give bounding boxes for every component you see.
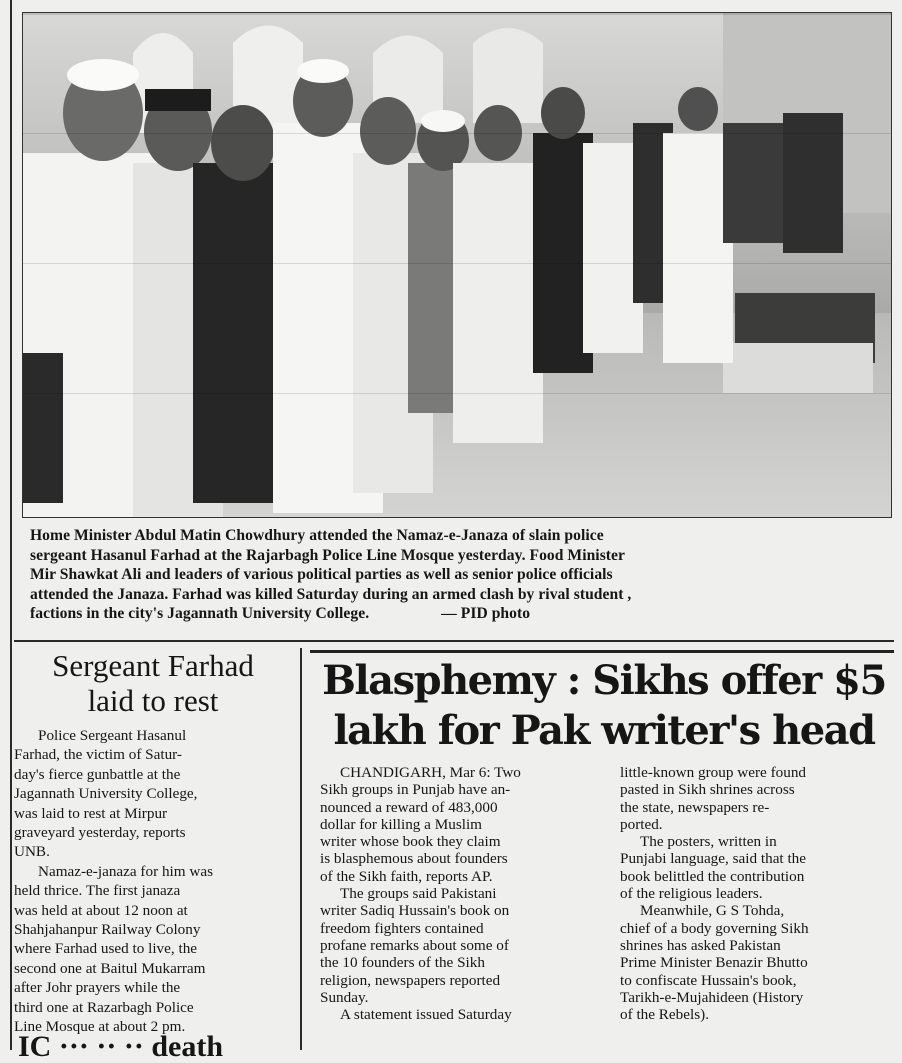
body-line: of the Rebels). [620, 1006, 709, 1024]
body-line: Namaz-e-janaza for him was [38, 862, 213, 880]
body-line: the state, newspapers re- [620, 798, 770, 816]
body-line: Tarikh-e-Mujahideen (History [620, 988, 804, 1006]
left-article [14, 646, 292, 1037]
caption-line-last [30, 604, 890, 624]
right-article-column-1 [320, 764, 610, 1023]
left-article-body [14, 726, 292, 1037]
funeral-prayer-photo [23, 13, 891, 517]
body-line: Police Sergeant Hasanul [38, 727, 187, 744]
body-line: profane remarks about some of [320, 936, 509, 954]
body-line: religion, newspapers reported [320, 971, 501, 989]
body-line: book belittled the contribution [620, 867, 805, 885]
body-line: of the Sikh faith, reports AP. [320, 867, 493, 885]
headline-line: laid to rest [87, 683, 219, 718]
headline-line: Sergeant Farhad [52, 648, 254, 683]
body-line: Sikh groups in Punjab have an- [320, 781, 511, 799]
body-line: CHANDIGARH, Mar 6: Two [340, 764, 521, 781]
body-line: after Johr prayers while the [14, 979, 181, 997]
body-line: Meanwhile, G S Tohda, [640, 902, 785, 920]
body-line: The groups said Pakistani [340, 885, 497, 903]
left-column-rule [10, 0, 12, 1050]
body-line: of the religious leaders. [620, 885, 763, 903]
body-line: chief of a body governing Sikh [620, 919, 809, 937]
caption-line: sergeant Hasanul Farhad at the Rajarbagh Police Line Mosque yesterday. Food Minister [30, 546, 625, 564]
body-line: held thrice. The first janaza [14, 882, 181, 900]
next-article-headline-fragment: IC ··· ·· ·· death [18, 1030, 224, 1063]
body-line: where Farhad used to live, the [14, 940, 198, 958]
body-line: little-known group were found [620, 764, 807, 781]
body-line: pasted in Sikh shrines across [620, 781, 795, 799]
body-line: was laid to rest at Mirpur [14, 804, 168, 822]
body-line: writer Sadiq Hussain's book on [320, 902, 510, 920]
body-line: day's fierce gunbattle at the [14, 765, 181, 783]
body-line: Shahjahanpur Railway Colony [14, 921, 201, 939]
body-line: is blasphemous about founders [320, 850, 508, 868]
body-line: the 10 founders of the Sikh [320, 954, 485, 972]
caption-line: attended the Janaza. Farhad was killed Saturday during an armed clash by rival student , [30, 585, 632, 603]
body-line: third one at Razarbagh Police [14, 998, 194, 1016]
body-line: to confiscate Hussain's book, [620, 971, 797, 989]
body-line: Punjabi language, said that the [620, 850, 807, 868]
section-divider [14, 640, 894, 642]
right-article [310, 646, 894, 1050]
news-photo [22, 12, 892, 518]
body-line: Sunday. [320, 988, 369, 1006]
body-line: Prime Minister Benazir Bhutto [620, 954, 808, 972]
body-line: graveyard yesterday, reports [14, 824, 186, 842]
caption-line: Home Minister Abdul Matin Chowdhury attended the Namaz-e-Janaza of slain police [30, 527, 604, 544]
body-line: freedom fighters contained [320, 919, 484, 937]
left-article-headline [14, 646, 292, 718]
headline-line: lakh for Pak writer's head [333, 707, 875, 754]
body-line: writer whose book they claim [320, 833, 501, 851]
photo-caption [30, 526, 890, 624]
right-article-column-2 [620, 764, 896, 1023]
body-line: second one at Baitul Mukarram [14, 959, 206, 977]
body-line: A statement issued Saturday [340, 1006, 512, 1024]
right-article-headline [314, 656, 894, 756]
body-line: The posters, written in [640, 833, 777, 851]
body-line: Jagannath University College, [14, 785, 198, 803]
caption-line: Mir Shawkat Ali and leaders of various political parties as well as senior police officials [30, 566, 613, 583]
headline-line: Blasphemy : Sikhs offer $5 [322, 657, 886, 704]
photo-credit: — PID photo [441, 605, 531, 622]
body-line: nounced a reward of 483,000 [320, 798, 498, 816]
body-line: Farhad, the victim of Satur- [14, 746, 182, 764]
caption-line: factions in the city's Jagannath University College. [30, 605, 370, 622]
body-line: was held at about 12 noon at [14, 901, 188, 919]
column-rule [300, 648, 302, 1050]
body-line: Line Mosque at about 2 pm. [14, 1018, 186, 1036]
headline-rule [310, 650, 894, 653]
body-line: UNB. [14, 843, 50, 861]
body-line: shrines has asked Pakistan [620, 936, 781, 954]
body-line: ported. [620, 815, 663, 833]
body-line: dollar for killing a Muslim [320, 815, 482, 833]
